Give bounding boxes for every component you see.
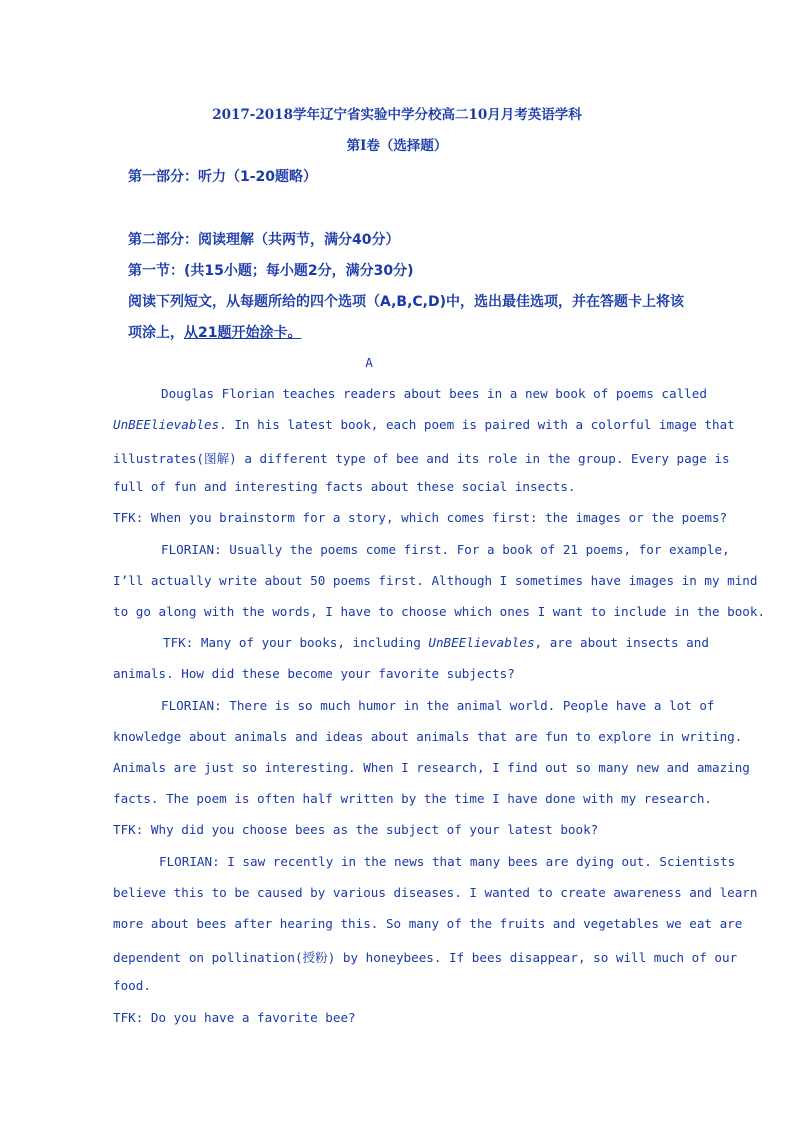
document-title: 2017-2018学年辽宁省实验中学分校高二10月月考英语学科 xyxy=(212,107,582,123)
passage-line: TFK: Many of your books, including UnBEElievables, are about insects and xyxy=(163,635,709,650)
book-title: UnBEElievables xyxy=(428,635,535,650)
passage-line: knowledge about animals and ideas about animals that are fun to explore in writing. xyxy=(113,729,743,744)
section-reading: 第二部分：阅读理解（共两节，满分40分） xyxy=(128,232,400,248)
passage-line: UnBEElievables. In his latest book, each poem is paired with a colorful image that xyxy=(113,417,735,432)
passage-line: animals. How did these become your favorite subjects? xyxy=(113,666,515,681)
passage-line: illustrates(图解) a different type of bee and its role in the group. Every page is xyxy=(113,451,730,466)
passage-line: to go along with the words, I have to choose which ones I want to include in the book. xyxy=(113,604,766,619)
passage-line: full of fun and interesting facts about these social insects. xyxy=(113,479,576,494)
passage-line: more about bees after hearing this. So many of the fruits and vegetables we eat are xyxy=(113,916,743,931)
volume-title: 第I卷（选择题） xyxy=(346,138,448,154)
passage-line: food. xyxy=(113,978,151,993)
passage-label: A xyxy=(365,355,373,370)
instructions-line-1: 阅读下列短文，从每题所给的四个选项（A,B,C,D)中，选出最佳选项，并在答题卡上将该 xyxy=(128,294,685,310)
book-title: UnBEElievables xyxy=(113,417,220,432)
passage-line: TFK: Do you have a favorite bee? xyxy=(113,1010,356,1025)
passage-line: TFK: Why did you choose bees as the subject of your latest book? xyxy=(113,822,599,837)
passage-line: dependent on pollination(授粉) by honeybees. If bees disappear, so will much of our xyxy=(113,950,738,965)
section-listening: 第一部分：听力（1-20题略） xyxy=(128,169,318,185)
passage-line: Animals are just so interesting. When I research, I find out so many new and amazing xyxy=(113,760,750,775)
passage-line: Douglas Florian teaches readers about bees in a new book of poems called xyxy=(161,386,707,401)
passage-line: TFK: When you brainstorm for a story, which comes first: the images or the poems? xyxy=(113,510,728,525)
instructions-line-2: 项涂上，从21题开始涂卡。 xyxy=(128,325,302,341)
passage-line: believe this to be caused by various diseases. I wanted to create awareness and learn xyxy=(113,885,758,900)
passage-line: facts. The poem is often half written by the time I have done with my research. xyxy=(113,791,712,806)
section-part-one: 第一节：(共15小题；每小题2分，满分30分) xyxy=(128,263,414,279)
passage-line: FLORIAN: Usually the poems come first. For a book of 21 poems, for example, xyxy=(161,542,730,557)
instructions-underlined: 从21题开始涂卡。 xyxy=(184,325,302,341)
passage-line: FLORIAN: I saw recently in the news that many bees are dying out. Scientists xyxy=(159,854,736,869)
passage-line: FLORIAN: There is so much humor in the animal world. People have a lot of xyxy=(161,698,715,713)
passage-line: I’ll actually write about 50 poems first. Although I sometimes have images in my mind xyxy=(113,573,758,588)
